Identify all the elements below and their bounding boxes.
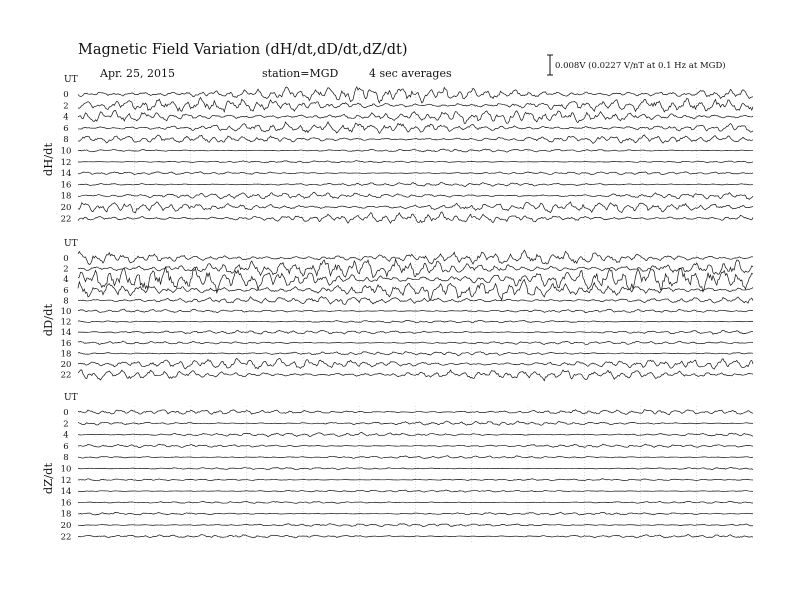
row-tick-label: 8	[63, 453, 69, 464]
trace-dD-dt-2	[78, 259, 753, 277]
row-tick-label: 12	[60, 475, 72, 486]
y-axis-label: dH/dt	[41, 142, 55, 177]
row-tick-label: 10	[60, 464, 72, 475]
row-tick-label: 12	[60, 317, 72, 328]
date-label: Apr. 25, 2015	[100, 67, 176, 80]
ut-label: UT	[64, 75, 78, 85]
trace-dD-dt-16	[78, 341, 753, 345]
trace-dZ-dt-6	[78, 444, 753, 448]
row-tick-label: 16	[60, 498, 72, 509]
chart-title: Magnetic Field Variation (dH/dt,dD/dt,dZ/dt)	[78, 42, 408, 58]
panel-dD-dt	[41, 239, 753, 381]
row-tick-label: 14	[60, 487, 72, 498]
row-tick-label: 6	[63, 285, 69, 296]
row-tick-label: 10	[60, 307, 72, 317]
hour-gridlines	[134, 252, 697, 381]
row-tick-label: 16	[60, 180, 72, 191]
scale-bar	[547, 55, 726, 75]
row-tick-label: 4	[63, 275, 69, 286]
station-label: station=MGD	[262, 67, 339, 80]
row-tick-label: 8	[63, 135, 69, 146]
y-axis-label: dZ/dt	[41, 462, 55, 495]
row-tick-label: 22	[60, 370, 72, 381]
scale-bar-label: 0.008V (0.0227 V/nT at 0.1 Hz at MGD)	[555, 61, 726, 71]
averaging-label: 4 sec averages	[369, 67, 452, 80]
row-tick-label: 2	[63, 101, 69, 112]
row-tick-label: 14	[60, 169, 72, 180]
trace-dH-dt-22	[78, 212, 753, 223]
panels	[41, 75, 753, 542]
row-tick-label: 22	[60, 532, 72, 543]
panel-dH-dt	[41, 75, 753, 224]
row-tick-label: 16	[60, 338, 72, 349]
row-tick-label: 6	[63, 441, 69, 452]
trace-dD-dt-22	[78, 370, 753, 381]
ut-label: UT	[64, 393, 78, 403]
y-axis-label: dD/dt	[41, 303, 55, 337]
row-tick-label: 20	[60, 360, 72, 370]
hour-gridlines	[134, 406, 697, 542]
row-tick-label: 10	[60, 146, 72, 157]
row-tick-label: 4	[63, 112, 69, 123]
trace-dZ-dt-12	[78, 479, 753, 481]
trace-dZ-dt-0	[78, 410, 753, 415]
row-tick-label: 18	[60, 191, 72, 202]
row-tick-label: 20	[60, 521, 72, 531]
trace-dZ-dt-22	[78, 534, 753, 538]
trace-dZ-dt-16	[78, 501, 753, 503]
row-tick-label: 18	[60, 509, 72, 520]
trace-dD-dt-18	[78, 352, 753, 356]
row-tick-label: 12	[60, 157, 72, 168]
panel-dZ-dt	[41, 393, 753, 542]
row-tick-label: 18	[60, 349, 72, 360]
ut-label: UT	[64, 239, 78, 249]
row-tick-label: 14	[60, 328, 72, 339]
hour-gridlines	[134, 88, 697, 224]
row-tick-label: 0	[63, 90, 69, 100]
row-tick-label: 0	[63, 254, 69, 264]
row-tick-label: 22	[60, 214, 72, 225]
row-tick-label: 0	[63, 408, 69, 418]
row-tick-label: 8	[63, 296, 69, 307]
row-tick-label: 6	[63, 123, 69, 134]
row-tick-label: 2	[63, 419, 69, 430]
row-tick-label: 4	[63, 430, 69, 441]
row-tick-label: 2	[63, 264, 69, 275]
trace-dZ-dt-8	[78, 456, 753, 459]
row-tick-label: 20	[60, 203, 72, 213]
